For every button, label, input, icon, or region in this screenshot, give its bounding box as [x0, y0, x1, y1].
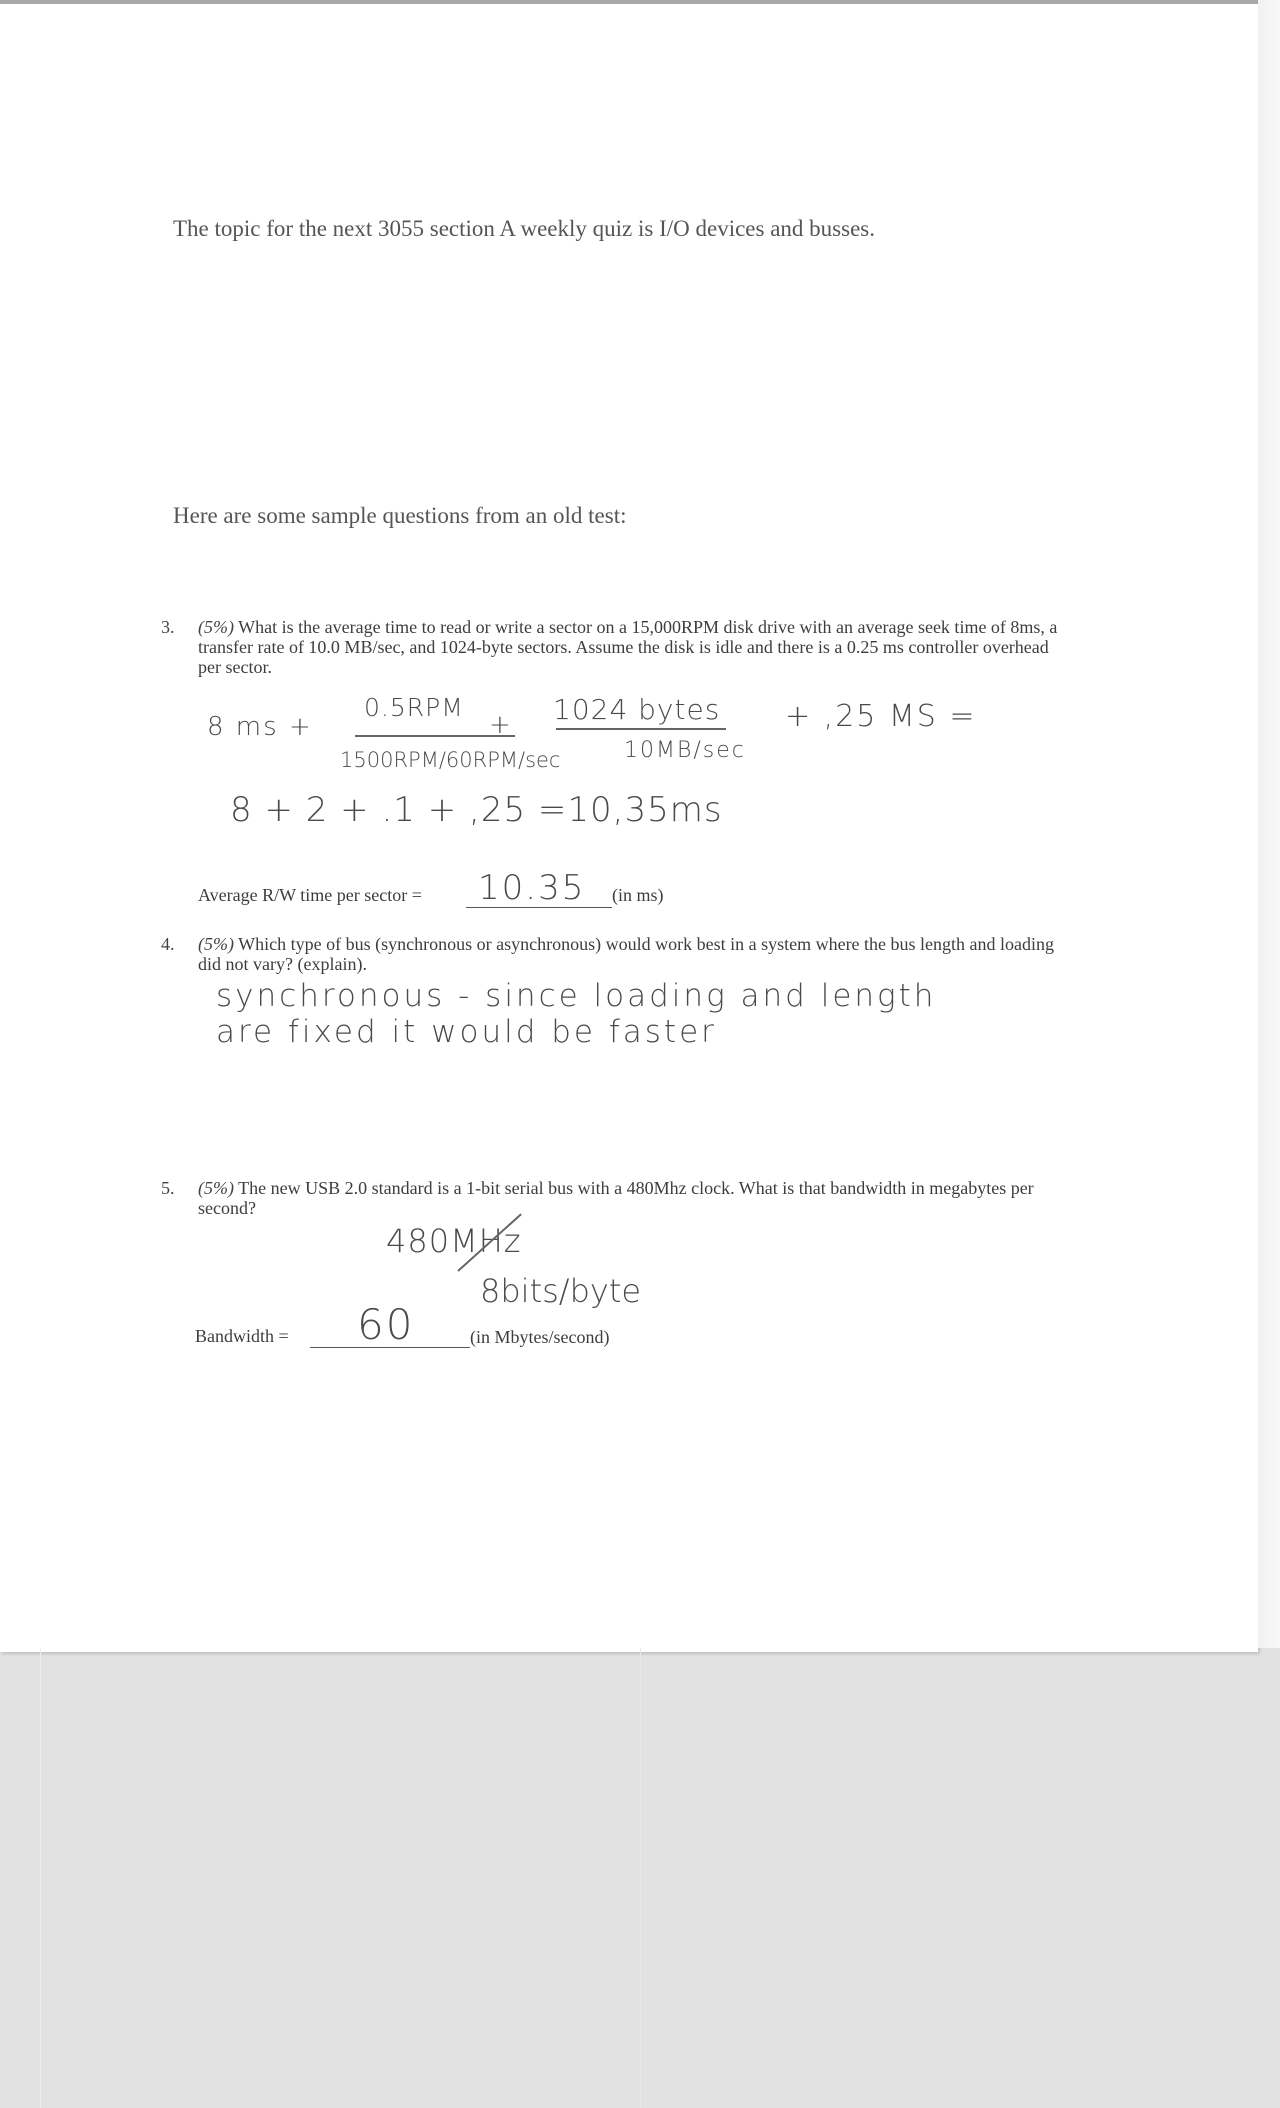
topic-line: The topic for the next 3055 section A weekly quiz is I/O devices and busses.: [173, 216, 875, 241]
question-3-answer-label: Average R/W time per sector =: [198, 885, 422, 905]
hw-q3-seek: 8 ms +: [207, 712, 313, 742]
hw-q3-plus: +: [489, 710, 513, 740]
hw-q5-denominator: 8bits/byte: [480, 1272, 642, 1310]
question-3-points: (5%): [198, 617, 234, 637]
hw-q4-line1: synchronous - since loading and length: [216, 978, 937, 1014]
hw-q3-answer: 10.35: [478, 868, 586, 908]
scan-artifact: [40, 1648, 41, 2108]
question-4-number: 4.: [161, 934, 175, 954]
hw-q3-overhead: + ,25 MS =: [785, 699, 977, 734]
question-3-answer-unit: (in ms): [612, 885, 664, 905]
question-5-text: [198, 1178, 1058, 1218]
hw-q5-numerator: 480MHz: [386, 1222, 522, 1260]
scan-artifact: [640, 1648, 641, 2108]
question-5-points: (5%): [198, 1178, 234, 1198]
question-3-number: 3.: [161, 617, 175, 637]
sample-line: Here are some sample questions from an old test:: [173, 503, 627, 528]
hw-q3-xfer-fraction-bar: [556, 728, 726, 730]
question-3-text: [198, 617, 1058, 677]
question-4-points: (5%): [198, 934, 234, 954]
hw-q3-rot-numerator: 0.5RPM: [364, 693, 464, 722]
hw-q4-line2: are fixed it would be faster: [216, 1014, 717, 1050]
question-3-body: What is the average time to read or write a sector on a 15,000RPM disk drive with an average seek time of 8ms, a transfer rate of 10.0 MB/sec, and 1024-byte sectors. Assume the disk is idle and there is a 0.25 ms controller overhead per sector.: [198, 617, 1058, 677]
hw-q3-rot-denominator: 1500RPM/60RPM/sec: [340, 748, 561, 772]
hw-q3-rot-fraction-bar: [355, 735, 515, 737]
hw-q3-sum-line: 8 + 2 + .1 + ,25 =10,35ms: [230, 790, 723, 830]
question-5-body: The new USB 2.0 standard is a 1-bit serial bus with a 480Mhz clock. What is that bandwidth in megabytes per second?: [198, 1178, 1034, 1218]
question-4-body: Which type of bus (synchronous or asynchronous) would work best in a system where the bus length and loading did not vary? (explain).: [198, 934, 1055, 974]
question-5-number: 5.: [161, 1178, 175, 1198]
question-5-answer-label: Bandwidth =: [195, 1326, 289, 1346]
hw-q3-xfer-denominator: 10MB/sec: [624, 738, 746, 763]
question-4-text: [198, 934, 1058, 974]
page-edge: [1258, 0, 1280, 1648]
hw-q5-answer: 60: [357, 1300, 415, 1349]
hw-q3-xfer-numerator: 1024 bytes: [553, 693, 721, 726]
question-5-answer-unit: (in Mbytes/second): [470, 1327, 610, 1347]
